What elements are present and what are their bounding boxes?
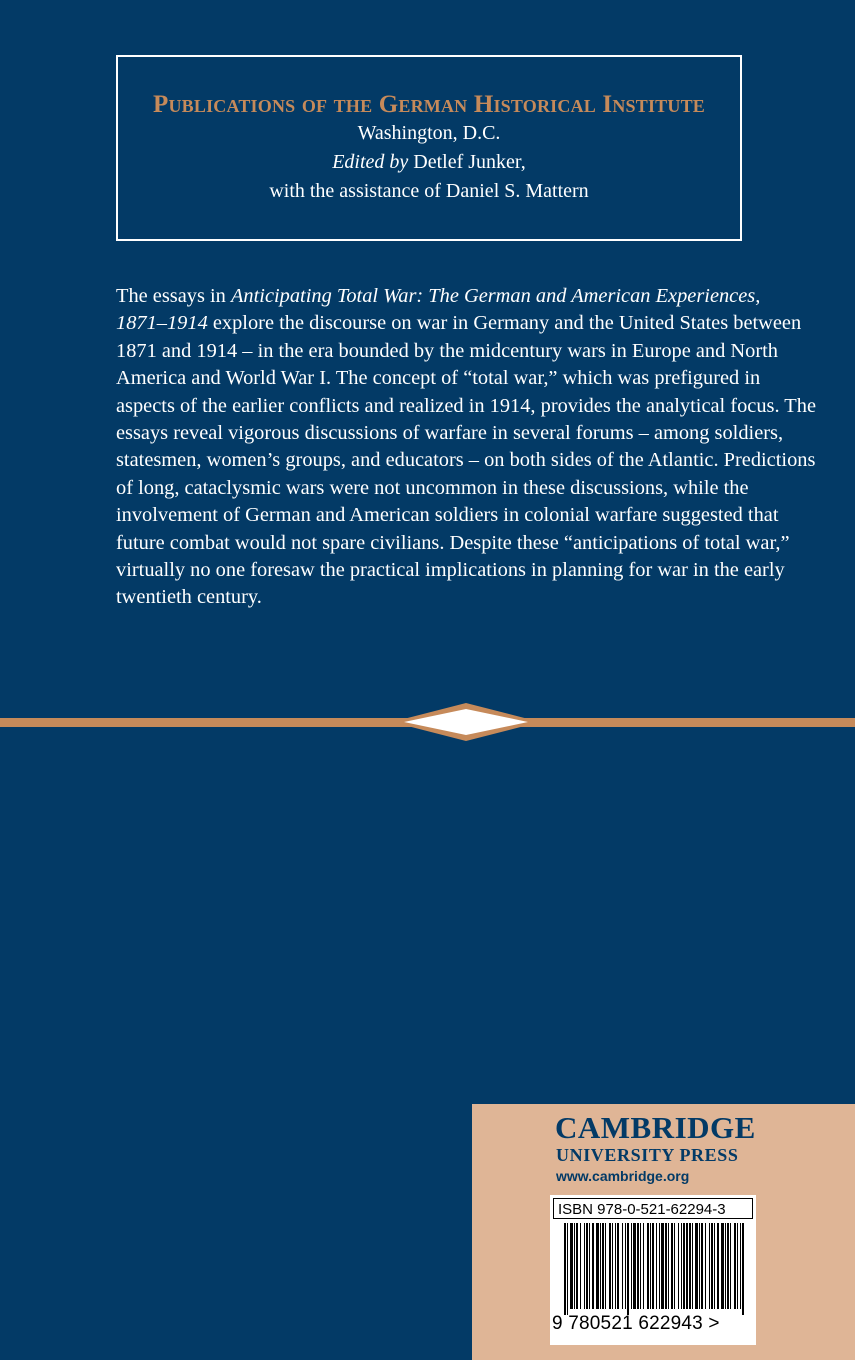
barcode-bar bbox=[742, 1223, 744, 1315]
barcode-bar bbox=[721, 1223, 724, 1309]
barcode-bar bbox=[652, 1223, 654, 1309]
barcode-bar bbox=[633, 1223, 636, 1309]
publisher-subtitle: UNIVERSITY PRESS bbox=[556, 1145, 739, 1165]
barcode-bar bbox=[740, 1223, 741, 1309]
barcode-bar bbox=[584, 1223, 585, 1309]
barcode-bar bbox=[589, 1223, 590, 1309]
barcode-bar bbox=[681, 1223, 682, 1309]
barcode-bar bbox=[689, 1223, 691, 1309]
barcode-bar bbox=[615, 1223, 616, 1309]
barcode-bar bbox=[650, 1223, 651, 1309]
barcode-bar bbox=[678, 1223, 679, 1309]
publisher-name: CAMBRIDGE bbox=[555, 1110, 756, 1145]
series-editor-line bbox=[118, 148, 740, 177]
barcode-bar bbox=[631, 1223, 632, 1309]
barcode-bar bbox=[686, 1223, 688, 1309]
barcode-bar bbox=[734, 1223, 736, 1309]
book-title: Anticipating Total War: The German and American Experiences, 1871–1914 bbox=[116, 285, 761, 335]
barcode-digits: 9 780521 622943 > bbox=[552, 1313, 720, 1334]
series-location: Washington, D.C. bbox=[357, 122, 501, 144]
barcode-bar bbox=[705, 1223, 706, 1309]
barcode-bar bbox=[709, 1223, 710, 1309]
series-box bbox=[116, 55, 742, 241]
barcode-bar bbox=[564, 1223, 566, 1315]
barcode-bar bbox=[600, 1223, 601, 1309]
barcode-bar bbox=[717, 1223, 719, 1309]
barcode-bar bbox=[643, 1223, 644, 1309]
barcode-bar bbox=[586, 1223, 588, 1309]
barcode-bar bbox=[683, 1223, 685, 1309]
series-title: Publications of the German Historical Institute bbox=[153, 91, 705, 118]
barcode-bar bbox=[567, 1223, 568, 1315]
publisher-panel bbox=[472, 1104, 855, 1360]
barcode-bar bbox=[701, 1223, 703, 1309]
barcode-bar bbox=[617, 1223, 619, 1309]
blurb-intro: The essays in bbox=[116, 285, 231, 307]
barcode-bar bbox=[668, 1223, 669, 1309]
barcode-bar bbox=[661, 1223, 664, 1309]
barcode-bar bbox=[605, 1223, 606, 1309]
barcode-bar bbox=[692, 1223, 693, 1309]
divider-ornament bbox=[0, 703, 855, 743]
edited-by-label: Edited by bbox=[332, 151, 409, 173]
barcode-bar bbox=[711, 1223, 713, 1309]
barcode-bar bbox=[612, 1223, 613, 1309]
barcode-bar bbox=[730, 1223, 731, 1309]
barcode-bar bbox=[602, 1223, 604, 1309]
barcode-bar bbox=[665, 1223, 667, 1309]
barcode-bar bbox=[674, 1223, 675, 1309]
publisher-url: www.cambridge.org bbox=[556, 1168, 690, 1184]
barcode-bar bbox=[596, 1223, 599, 1309]
barcode-bar bbox=[576, 1223, 578, 1309]
editor-name: Detlef Junker, bbox=[408, 151, 526, 173]
barcode-bar bbox=[647, 1223, 649, 1309]
book-description bbox=[116, 283, 816, 612]
barcode-bar bbox=[714, 1223, 715, 1309]
barcode-bar bbox=[699, 1223, 700, 1309]
barcode-bar bbox=[592, 1223, 594, 1309]
barcode-bar bbox=[580, 1223, 581, 1309]
barcode-bar bbox=[671, 1223, 673, 1309]
barcode-bar bbox=[659, 1223, 660, 1309]
barcode-bar bbox=[737, 1223, 738, 1309]
barcode-bar bbox=[570, 1223, 573, 1309]
barcode-bar bbox=[627, 1223, 629, 1315]
series-assistance: with the assistance of Daniel S. Mattern bbox=[269, 180, 589, 202]
barcode-bar bbox=[625, 1223, 626, 1309]
barcode-bar bbox=[637, 1223, 639, 1309]
barcode-bar bbox=[609, 1223, 611, 1309]
barcode-bar bbox=[727, 1223, 729, 1309]
barcode-bar bbox=[656, 1223, 657, 1309]
barcode-icon bbox=[550, 1223, 756, 1315]
barcode-bar bbox=[622, 1223, 623, 1309]
blurb-body: explore the discourse on war in Germany and the United States between 1871 and 1914 – in the era bounded by the midcentury wars in Europe and North America and World War I. The concept of “total war,” which was prefigured in aspects of the earlier conflicts and realized in 1914, provides the analytical focus. The essays reveal vigorous discussions of warfare in several forums – among soldiers, statesmen, women’s groups, and educators – on both sides of the Atlantic. Predictions of long, cataclysmic wars were not uncommon in these discussions, while the involvement of German and American soldiers in colonial warfare suggested that future combat would not spare civilians. Despite these “anticipations of total war,” virtually no one foresaw the practical implications in planning for war in the early twentieth century. bbox=[116, 312, 817, 609]
barcode-bar bbox=[725, 1223, 726, 1309]
isbn-label: ISBN 978-0-521-62294-3 bbox=[553, 1198, 753, 1219]
barcode-bar bbox=[695, 1223, 698, 1309]
divider-diamond-inner bbox=[404, 709, 528, 735]
barcode-bar bbox=[574, 1223, 575, 1309]
barcode-bar bbox=[640, 1223, 641, 1309]
barcode-block bbox=[550, 1195, 756, 1345]
